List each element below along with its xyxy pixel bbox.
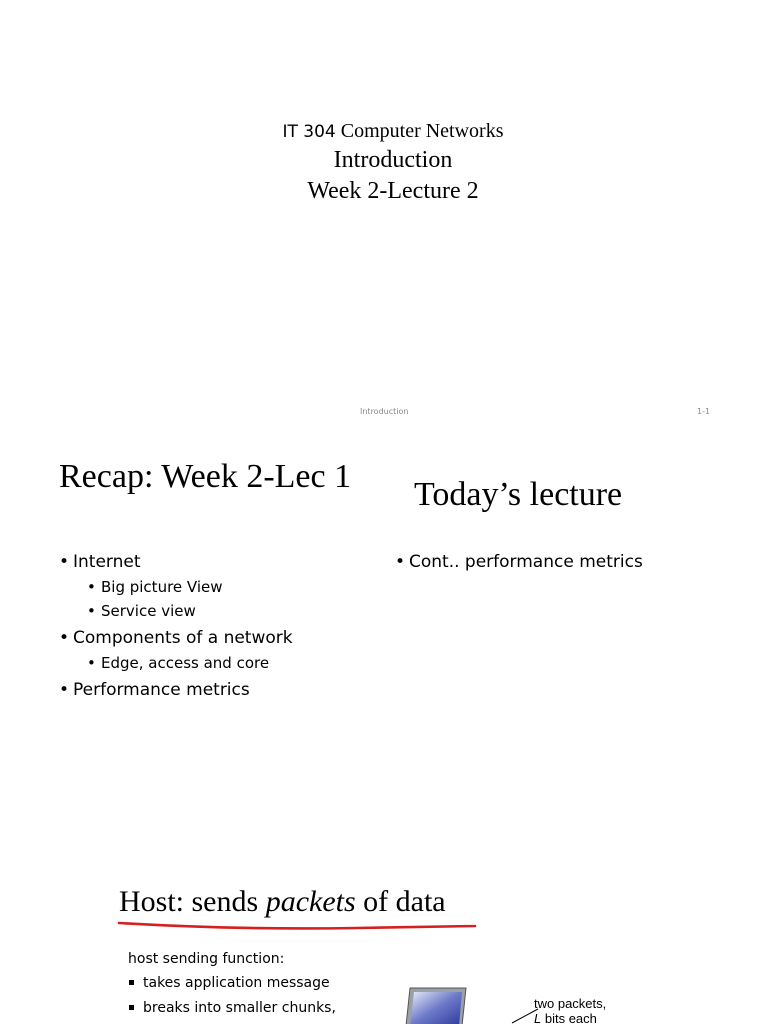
host-title-start: Host: sends — [119, 885, 266, 918]
list-item: • Big picture View — [87, 577, 379, 597]
title-underline — [117, 920, 477, 932]
list-item: • Service view — [87, 601, 379, 621]
laptop-icon — [400, 986, 476, 1024]
packets-label — [534, 996, 606, 1024]
slide-title — [0, 0, 768, 432]
label-leader-line — [510, 1008, 540, 1024]
host-title-end: of data — [355, 885, 446, 918]
footer-page-number: 1-1 — [697, 407, 711, 416]
packets-label-line2 — [534, 1011, 606, 1024]
packets-label-rest: bits each — [541, 1011, 597, 1024]
packets-label-variable: L — [534, 1011, 542, 1024]
host-intro: host sending function: — [128, 951, 285, 967]
list-item: breaks into smaller chunks, — [128, 999, 336, 1017]
course-name: Computer Networks — [340, 120, 504, 142]
course-code: IT 304 — [282, 122, 336, 142]
packets-label-line1: two packets, — [534, 996, 607, 1011]
today-title: Today’s lecture — [414, 476, 623, 513]
host-title — [119, 884, 446, 920]
list-item: • Performance metrics — [59, 679, 379, 701]
footer-section-label: Introduction — [360, 407, 409, 416]
title-block — [0, 118, 768, 207]
recap-bullet-list — [59, 551, 379, 701]
slide-title-text: Introduction — [333, 147, 453, 173]
list-item: • Edge, access and core — [87, 653, 379, 673]
course-line — [0, 118, 768, 145]
today-bullet-list — [395, 551, 755, 573]
slide-subtitle: Week 2-Lecture 2 — [307, 178, 479, 204]
slide-recap — [0, 440, 768, 860]
list-item: • Internet — [59, 551, 379, 573]
host-title-emphasis: packets — [265, 885, 356, 918]
recap-title: Recap: Week 2-Lec 1 — [59, 458, 352, 495]
list-item: • Components of a network — [59, 627, 379, 649]
host-function-list — [128, 974, 336, 1024]
list-item: • Cont.. performance metrics — [395, 551, 755, 573]
slide-host-packets — [0, 870, 768, 1024]
list-item: takes application message — [128, 974, 336, 992]
